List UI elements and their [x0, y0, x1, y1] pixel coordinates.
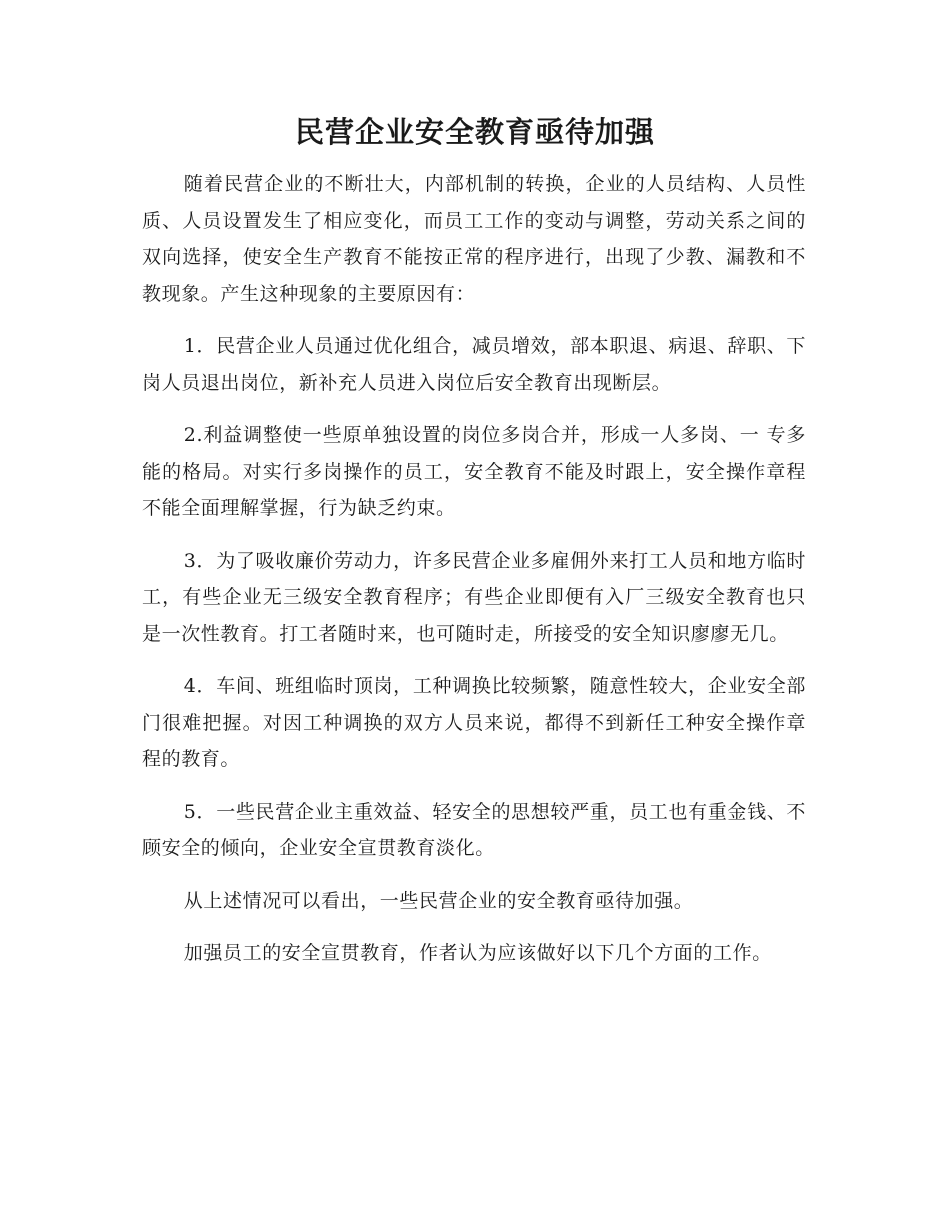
paragraph-conclusion: 从上述情况可以看出，一些民营企业的安全教育亟待加强。 — [183, 889, 694, 912]
paragraph-intro: 随着民营企业的不断壮大，内部机制的转换，企业的人员结构、人员性质、人员设置发生了相应变化，而员工工作的变动与调整，劳动关系之间的双向选择，使安全生产教育不能按正常的程序进行，出现了少教、漏教和不教现象。产生这种现象的主要原因有： — [142, 173, 806, 305]
paragraph-reason-1: 1．民营企业人员通过优化组合，减员增效，部本职退、病退、辞职、下岗人员退出岗位，新补充人员进入岗位后安全教育出现断层。 — [142, 335, 806, 394]
paragraph-reason-5: 5．一些民营企业主重效益、轻安全的思想较严重，员工也有重金钱、不顾安全的倾向，企业安全宣贯教育淡化。 — [142, 800, 806, 859]
document-body — [142, 166, 806, 972]
paragraph-reason-4: 4．车间、班组临时顶岗，工种调换比较频繁，随意性较大，企业安全部门很难把握。对因工种调换的双方人员来说，都得不到新任工种安全操作章程的教育。 — [142, 675, 806, 770]
page-title: 民营企业安全教育亟待加强 — [294, 115, 655, 149]
paragraph-reason-2: 2.利益调整使一些原单独设置的岗位多岗合并，形成一人多岗、一 专多能的格局。对实行多岗操作的员工，安全教育不能及时跟上，安全操作章程不能全面理解掌握，行为缺乏约束。 — [142, 424, 806, 519]
paragraph-reason-3: 3．为了吸收廉价劳动力，许多民营企业多雇佣外来打工人员和地方临时工，有些企业无三级安全教育程序；有些企业即便有入厂三级安全教育也只是一次性教育。打工者随时来，也可随时走，所接受的安全知识廖廖无几。 — [142, 549, 806, 645]
paragraph-closing: 加强员工的安全宣贯教育，作者认为应该做好以下几个方面的工作。 — [183, 942, 772, 964]
